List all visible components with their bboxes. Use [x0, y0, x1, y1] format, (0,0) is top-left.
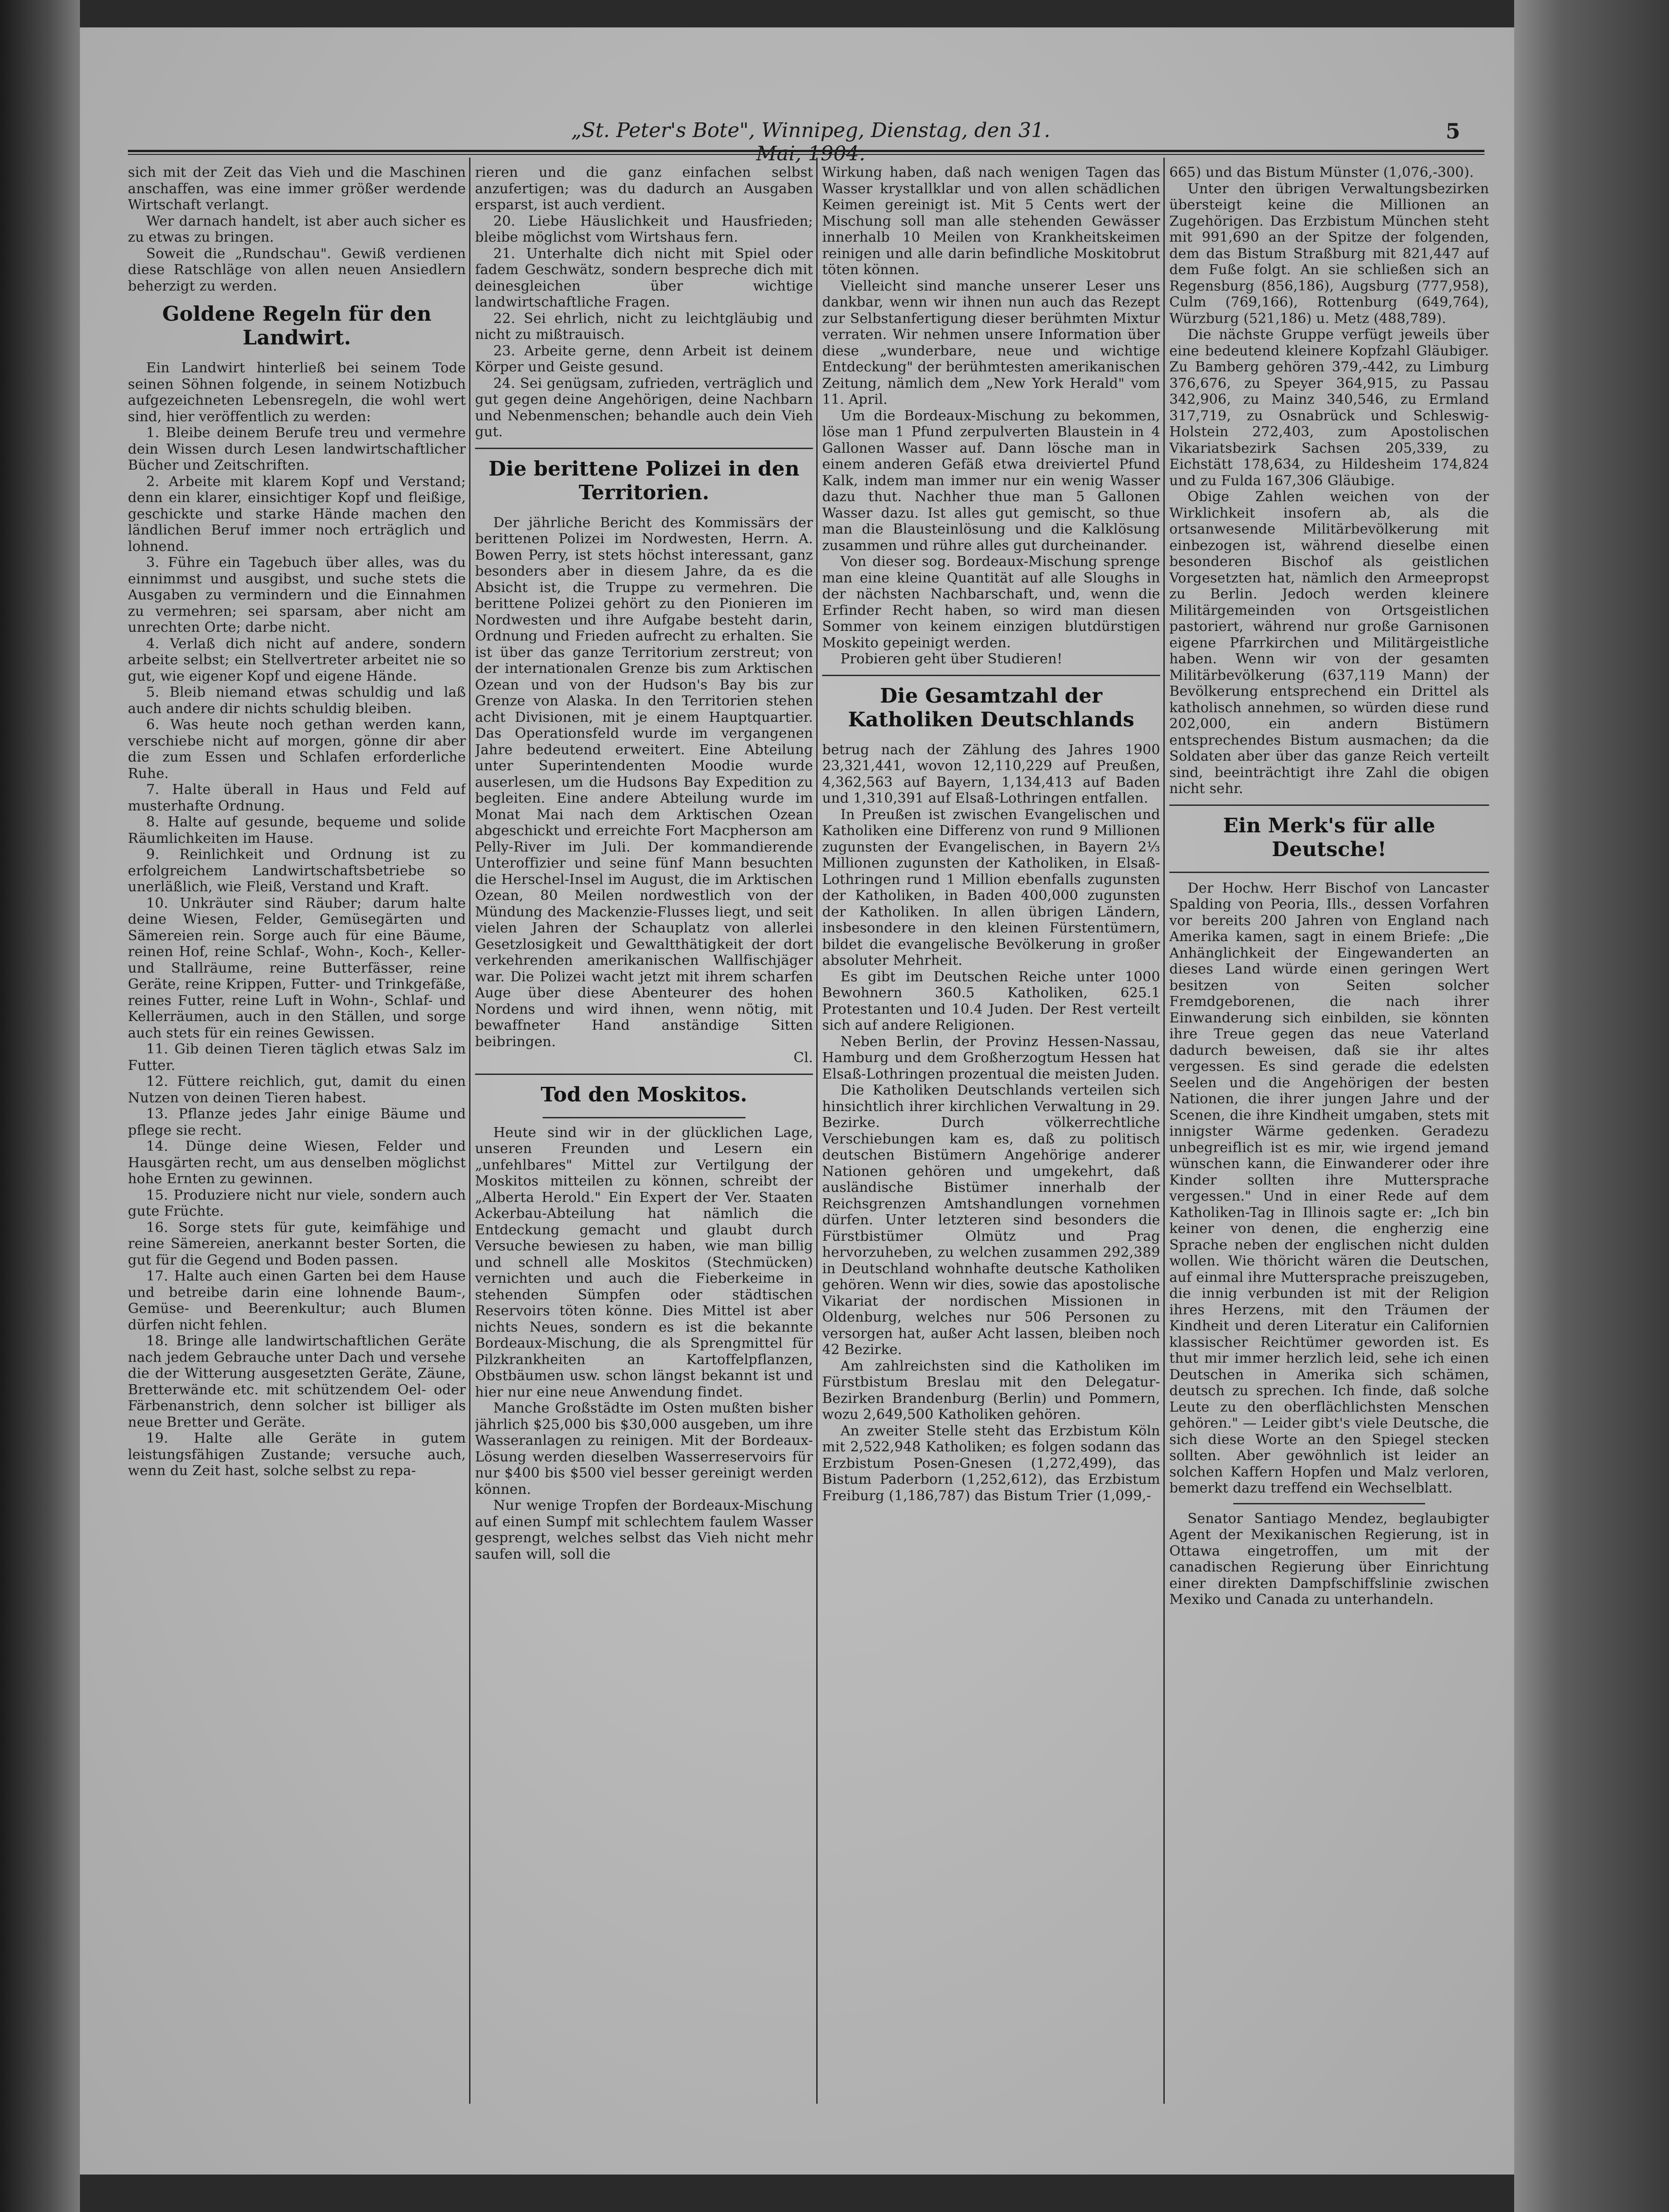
header-rule	[128, 150, 1484, 155]
paragraph: Um die Bordeaux-Mischung zu bekommen, löse man 1 Pfund zerpulverten Blaustein in 4 Gallonen Wasser auf. Dann lösche man in einem anderen Gefäß etwa dreiviertel Pfund Kalk, indem man immer nur ein wenig Wasser dazu thut. Nachher thue man 5 Gallonen Wasser dazu. Ist alles gut gemischt, so thue man die Blausteinlösung und die Kalklösung zusammen und rühre alles gut durcheinander.	[822, 407, 1160, 554]
paragraph: Von dieser sog. Bordeaux-Mischung sprenge man eine kleine Quantität auf alle Sloughs in der nächsten Nachbarschaft, und, wenn die Erfinder Recht haben, so wird man diesen Sommer von keinem einzigen blutdürstigen Moskito gepeinigt werden.	[822, 554, 1160, 651]
column-4	[1169, 164, 1489, 2101]
list-item: 23. Arbeite gerne, denn Arbeit ist deinem Körper und Geiste gesund.	[475, 343, 813, 375]
paragraph: Es gibt im Deutschen Reiche unter 1000 Bewohnern 360.5 Katholiken, 625.1 Protestanten und 10.4 Juden. Der Rest verteilt sich auf andere Religionen.	[822, 968, 1160, 1033]
paragraph: Neben Berlin, der Provinz Hessen-Nassau, Hamburg und dem Großherzogtum Hessen hat Elsaß-Lothringen prozentual die meisten Juden.	[822, 1033, 1160, 1082]
paragraph: sich mit der Zeit das Vieh und die Maschinen anschaffen, was eine immer größer werdende Wirtschaft verlangt.	[128, 164, 466, 213]
list-item: 3. Führe ein Tagebuch über alles, was du einnimmst und ausgibst, und suche stets die Ausgaben zu vermindern und die Einnahmen zu vermehren; sei sparsam, aber nicht am unrechten Orte; darbe nicht.	[128, 555, 466, 635]
list-item: 7. Halte überall in Haus und Feld auf musterhafte Ordnung.	[128, 782, 466, 814]
book-gutter-left	[0, 0, 80, 2212]
paragraph: Der Hochw. Herr Bischof von Lancaster Spalding von Peoria, Ills., dessen Vorfahren vor bereits 200 Jahren von England nach Amerika kamen, sagt in einem Briefe: „Die Anhänglichkeit der Eingewanderten an dieses Land würde einen geringen Wert besitzen von Seiten solcher Fremdgeborenen, die nach ihrer Einwanderung sich einbilden, sie könnten ihre Treue gegen das neue Vaterland dadurch beweisen, daß sie ihr altes vergessen. Es sind gerade die edelsten Seelen und die Angehörigen der besten Nationen, die ihrer jungen Jahre und der Scenen, die ihre Kindheit umgaben, stets mit innigster Wärme gedenken. Geradezu unbegreiflich ist es mir, wie irgend jemand wünschen kann, die Einwanderer oder ihre Kinder sollten ihre Muttersprache vergessen." Und in einer Rede auf dem Katholiken-Tag in Illinois sagte er: „Ich bin keiner von denen, die engherzig eine Sprache neben der englischen nicht dulden wollen. Wie thöricht wären die Deutschen, auf einmal ihre Muttersprache preiszugeben, die innig verbunden ist mit der Religion ihres Herzens, mit den Träumen der Kindheit und deren Literatur ein Californien klassischer Reichtümer geworden ist. Es thut mir immer herzlich leid, sehe ich einen Deutschen in Amerika sich schämen, deutsch zu sprechen. Ich finde, daß solche Leute zu den oberflächlichsten Menschen gehören." — Leider gibt's viele Deutsche, die sich diese Worte an den Spiegel stecken sollten. Aber gewöhnlich ist leider an solchen Kaffern Hopfen und Malz verloren, bemerkt dazu treffend ein Wechselblatt.	[1169, 880, 1489, 1496]
paragraph: Nur wenige Tropfen der Bordeaux-Mischung auf einen Sumpf mit schlechtem faulem Wasser gesprengt, welches selbst das Vieh nicht mehr saufen will, soll die	[475, 1498, 813, 1562]
list-item: 18. Bringe alle landwirtschaftlichen Geräte nach jedem Gebrauche unter Dach und versehe die der Witterung ausgesetzten Geräte, Zäune, Bretterwände etc. mit schützendem Oel- oder Färbenanstrich, denn solcher ist billiger als neue Bretter und Geräte.	[128, 1333, 466, 1430]
section-divider	[475, 448, 813, 449]
article-headline-goldene-regeln: Goldene Regeln für den Landwirt.	[162, 302, 432, 349]
list-item: 16. Sorge stets für gute, keimfähige und reine Sämereien, anerkannt bester Sorten, die gut für die Gegend und Boden passen.	[128, 1219, 466, 1268]
section-divider	[1169, 872, 1489, 873]
paragraph: Soweit die „Rundschau". Gewiß verdienen diese Ratschläge von allen neuen Ansiedlern beherzigt zu werden.	[128, 245, 466, 294]
column-1	[128, 164, 466, 2101]
list-item: 10. Unkräuter sind Räuber; darum halte deine Wiesen, Felder, Gemüsegärten und Sämereien rein. Sorge auch für eine Bäume, reinen Hof, reine Schlaf-, Wohn-, Koch-, Keller- und Stallräume, reine Butterfässer, reine Geräte, reine Krippen, Futter- und Trinkgefäße, reines Futter, reine Luft in Wohn-, Schlaf- und Kellerräumen, auch in den Ställen, und sorge auch stets für ein reines Gewissen.	[128, 895, 466, 1041]
paragraph: An zweiter Stelle steht das Erzbistum Köln mit 2,522,948 Katholiken; es folgen sodann das Erzbistum Posen-Gnesen (1,272,499), das Bistum Paderborn (1,252,612), das Erzbistum Freiburg (1,186,787) das Bistum Trier (1,099,-	[822, 1423, 1160, 1504]
article-signature: Cl.	[793, 1050, 813, 1066]
paragraph: Unter den übrigen Verwaltungsbezirken übersteigt keine die Millionen an Zugehörigen. Das Erzbistum München steht mit 991,690 an der Spitze der folgenden, dem das Bistum Straßburg mit 821,447 auf dem Fuße folgt. An sie schließen sich an Regensburg (856,186), Augsburg (777,958), Culm (769,166), Rottenburg (649,764), Würzburg (521,186) u. Metz (488,789).	[1169, 180, 1489, 327]
list-item: 13. Pflanze jedes Jahr einige Bäume und pflege sie recht.	[128, 1106, 466, 1138]
article-headline-merks: Ein Merk's für alle Deutsche!	[1223, 814, 1436, 861]
list-item: 2. Arbeite mit klarem Kopf und Verstand; denn ein klarer, einsichtiger Kopf und fleißige, geschickte und starke Hände machen den ländlichen Beruf immer noch erträglich und lohnend.	[128, 473, 466, 555]
list-item: 15. Produziere nicht nur viele, sondern auch gute Früchte.	[128, 1187, 466, 1219]
paragraph: In Preußen ist zwischen Evangelischen und Katholiken eine Differenz von rund 9 Millionen zugunsten der Evangelischen, in Bayern 2⅓ Millionen zugunsten der Katholiken, in Elsaß-Lothringen rund 1 Million ebenfalls zugunsten der Katholiken, in Baden 400,000 zugunsten der Katholiken. In allen übrigen Ländern, insbesondere in den kleinen Fürstentümern, bildet die evangelische Bevölkerung in großer absoluter Mehrheit.	[822, 806, 1160, 968]
page-number: 5	[1446, 119, 1461, 143]
paragraph: Wirkung haben, daß nach wenigen Tagen das Wasser krystallklar und von allen schädlichen Keimen gereinigt ist. Mit 5 Cents wert der Mischung soll man alle stehenden Gewässer innerhalb 10 Meilen von Krankheitskeimen reinigen und alle darin befindliche Moskitobrut töten können.	[822, 164, 1160, 278]
paragraph: betrug nach der Zählung des Jahres 1900 23,321,441, wovon 12,110,229 auf Preußen, 4,362,563 auf Bayern, 1,134,413 auf Baden und 1,310,391 auf Elsaß-Lothringen entfallen.	[822, 741, 1160, 806]
column-divider-2	[816, 158, 818, 2104]
list-item: 12. Füttere reichlich, gut, damit du einen Nutzen von deinen Tieren habest.	[128, 1074, 466, 1106]
paragraph: Wer darnach handelt, ist aber auch sicher es zu etwas zu bringen.	[128, 213, 466, 245]
paragraph: Vielleicht sind manche unserer Leser uns dankbar, wenn wir ihnen nun auch das Rezept zur Selbstanfertigung dieser berühmten Mixtur verraten. Wir nehmen unsere Information über diese „wunderbare, neue und wichtige Entdeckung" der berühmtesten amerikanischen Zeitung, nämlich dem „New York Herald" vom 11. April.	[822, 278, 1160, 407]
paragraph: Der jährliche Bericht des Kommissärs der berittenen Polizei im Nordwesten, Herrn. A. Bowen Perry, ist stets höchst interessant, ganz besonders aber in diesem Jahre, da es die Absicht ist, die Truppe zu vermehren. Die berittene Polizei gehört zu den Pionieren im Nordwesten und ihre Aufgabe besteht darin, Ordnung und Frieden aufrecht zu erhalten. Sie ist über das ganze Territorium zerstreut; von der internationalen Grenze bis zum Arktischen Ozean und von der Hudson's Bay bis zur Grenze von Alaska. In den Territorien stehen acht Divisionen, mit je einem Hauptquartier. Das Operationsfeld wurde im vergangenen Jahre bedeutend erweitert. Eine Abteilung unter Superintendenten Moodie wurde auserlesen, um die Hudsons Bay Expedition zu begleiten. Eine andere Abteilung wurde im Monat Mai nach dem Arktischen Ozean abgeschickt und erreichte Fort Macpherson am Pelly-River im Juli. Der kommandierende Unteroffizier und seine fünf Mann besuchten die Herschel-Insel im August, die im Arktischen Ozean, 80 Meilen nordwestlich von der Mündung des Mackenzie-Flusses liegt, und seit vielen Jahren der Schauplatz von allerlei Gesetzlosigkeit und Gewaltthätigkeit der dort verkehrenden amerikanischen Wallfischjäger war. Die Polizei wacht jetzt mit ihrem scharfen Auge über diese Abenteurer des hohen Nordens und wird ihnen, wenn nötig, mit bewaffneter Hand anständige Sitten beibringen.	[475, 514, 813, 1050]
book-edge-right	[1514, 0, 1669, 2212]
section-divider	[822, 675, 1160, 676]
section-divider	[1169, 804, 1489, 806]
paragraph: Senator Santiago Mendez, beglaubigter Agent der Mexikanischen Regierung, ist in Ottawa eingetroffen, um mit der canadischen Regierung über Einrichtung einer direkten Dampfschiffslinie zwischen Mexiko und Canada zu unterhandeln.	[1169, 1510, 1489, 1608]
paragraph: Manche Großstädte im Osten mußten bisher jährlich $25,000 bis $30,000 ausgeben, um ihre Wasseranlagen zu reinigen. Mit der Bordeaux-Lösung werden dieselben Wasserreservoirs für nur $400 bis $500 viel besser gereinigt werden können.	[475, 1400, 813, 1498]
list-item: 22. Sei ehrlich, nicht zu leichtgläubig und nicht zu mißtrauisch.	[475, 310, 813, 343]
paragraph: Heute sind wir in der glücklichen Lage, unseren Freunden und Lesern ein „unfehlbares" Mittel zur Vertilgung der Moskitos mitteilen zu können, schreibt der „Alberta Herold." Ein Expert der Ver. Staaten Ackerbau-Abteilung hat nämlich die Entdeckung gemacht und glaubt durch Versuche bewiesen zu haben, wie man billig und schnell alle Moskitos (Stechmücken) vernichten und auch die Fieberkeime in stehenden Sümpfen oder städtischen Reservoirs töten könne. Dies Mittel ist aber nichts Neues, sondern es ist die bekannte Bordeaux-Mischung, die als Sprengmittel für Pilzkrankheiten an Kartoffelpflanzen, Obstbäumen usw. schon längst bekannt ist und hier nur eine neue Anwendung findet.	[475, 1124, 813, 1400]
paragraph: 665) und das Bistum Münster (1,076,-300).	[1169, 164, 1474, 180]
section-divider	[1233, 1503, 1425, 1504]
list-item: 1. Bleibe deinem Berufe treu und vermehre dein Wissen durch Lesen landwirtschaftlicher Bücher und Zeitschriften.	[128, 425, 466, 473]
list-item: 8. Halte auf gesunde, bequeme und solide Räumlichkeiten im Hause.	[128, 814, 466, 847]
list-item: rieren und die ganz einfachen selbst anzufertigen; was du dadurch an Ausgaben ersparst, ist auch verdient.	[475, 164, 813, 213]
article-headline-polizei: Die berittene Polizei in den Territorien.	[488, 457, 800, 504]
paragraph: Die Katholiken Deutschlands verteilen sich hinsichtlich ihrer kirchlichen Verwaltung in 29. Bezirke. Durch völkerrechtliche Verschiebungen kam es, daß zu politisch deutschen Bistümern Angehörige anderer Nationen gehören und umgekehrt, daß ausländische Bistümer innerhalb der Reichsgrenzen Amtshandlungen vornehmen dürfen. Unter letzteren sind besonders die Fürstbistümer Olmütz und Prag hervorzuheben, zu welchen zusammen 292,389 in Deutschland wohnhafte deutsche Katholiken gehören. Wenn wir dies, sowie das apostolische Vikariat der nordischen Missionen in Oldenburg, welches nur 506 Personen zu versorgen hat, außer Acht lassen, bleiben noch 42 Bezirke.	[822, 1082, 1160, 1358]
list-item: 24. Sei genügsam, zufrieden, verträglich und gut gegen deine Angehörigen, deine Nachbarn und Nebenmenschen; behandle auch dein Vieh gut.	[475, 375, 813, 440]
list-item: 9. Reinlichkeit und Ordnung ist zu erfolgreichem Landwirtschaftsbetriebe so unerläßlich, wie Fleiß, Verstand und Kraft.	[128, 847, 466, 895]
list-item: 17. Halte auch einen Garten bei dem Hause und betreibe darin eine lohnende Baum-, Gemüse- und Beerenkultur; auch Blumen dürfen nicht fehlen.	[128, 1268, 466, 1333]
column-divider-3	[1163, 158, 1165, 2104]
newspaper-page	[80, 27, 1514, 2175]
list-item: 11. Gib deinen Tieren täglich etwas Salz im Futter.	[128, 1041, 466, 1074]
list-item: 21. Unterhalte dich nicht mit Spiel oder fadem Geschwätz, sondern bespreche dich mit deinesgleichen über wichtige landwirtschaftliche Fragen.	[475, 245, 813, 310]
page-header-title: „St. Peter's Bote", Winnipeg, Dienstag, den 31. Mai, 1904.	[571, 119, 1051, 165]
paragraph: Die nächste Gruppe verfügt jeweils über eine bedeutend kleinere Kopfzahl Gläubiger. Zu Bamberg gehören 379,-442, zu Limburg 376,676, zu Speyer 364,915, zu Passau 342,906, zu Mainz 340,546, zu Ermland 317,719, zu Osnabrück und Schleswig-Holstein 272,403, zum Apostolischen Vikariatsbezirk Sachsen 205,339, zu Eichstätt 178,634, zu Hildesheim 174,824 und zu Fulda 167,306 Gläubige.	[1169, 327, 1489, 489]
list-item: 6. Was heute noch gethan werden kann, verschiebe nicht auf morgen, gönne dir aber die zum Essen und Schlafen erforderliche Ruhe.	[128, 717, 466, 782]
paragraph: Obige Zahlen weichen von der Wirklichkeit insofern ab, als die ortsanwesende Militärbevölkerung mit einbezogen ist, während dieselbe einen besonderen Bischof als geistlichen Vorgesetzten hat, nämlich den Armeepropst zu Berlin. Jedoch werden kleinere Militärgemeinden von Ortsgeistlichen pastoriert, während nur große Garnisonen eigene Pfarrkirchen und Militärgeistliche haben. Wenn wir von der gesamten Militärbevölkerung (637,119 Mann) der Bevölkerung entsprechend ein Drittel als katholisch annehmen, so würden diese rund 202,000, ein andern Bistümern entsprechendes Bistum ausmachen; da die Soldaten aber über das ganze Reich verteilt sind, beeinträchtigt ihre Zahl die obigen nicht sehr.	[1169, 489, 1489, 797]
paragraph: Am zahlreichsten sind die Katholiken im Fürstbistum Breslau mit den Delegatur-Bezirken Brandenburg (Berlin) und Pommern, wozu 2,649,500 Katholiken gehören.	[822, 1358, 1160, 1423]
paragraph: Probieren geht über Studieren!	[840, 651, 1063, 667]
paragraph: Ein Landwirt hinterließ bei seinem Tode seinen Söhnen folgende, in seinem Notizbuch aufgezeichneten Lebensregeln, die wohl wert sind, hier veröffentlich zu werden:	[128, 360, 466, 425]
column-2	[475, 164, 813, 2101]
list-item: 5. Bleib niemand etwas schuldig und laß auch andere dir nichts schuldig bleiben.	[128, 684, 466, 717]
article-headline-moskitos: Tod den Moskitos.	[540, 1083, 748, 1106]
column-divider-1	[469, 158, 470, 2104]
list-item: 4. Verlaß dich nicht auf andere, sondern arbeite selbst; ein Stellvertreter arbeitet nie so gut, wie eigener Kopf und eigene Hände.	[128, 635, 466, 684]
article-headline-katholiken: Die Gesamtzahl der Katholiken Deutschlands	[848, 684, 1135, 731]
headline-underline	[543, 1117, 745, 1118]
list-item: 20. Liebe Häuslichkeit und Hausfrieden; bleibe möglichst vom Wirtshaus fern.	[475, 213, 813, 245]
list-item: 14. Dünge deine Wiesen, Felder und Hausgärten recht, um aus denselben möglichst hohe Ernten zu gewinnen.	[128, 1138, 466, 1187]
section-divider	[475, 1074, 813, 1075]
column-3	[822, 164, 1160, 2101]
list-item: 19. Halte alle Geräte in gutem leistungsfähigen Zustande; versuche auch, wenn du Zeit hast, solche selbst zu repa-	[128, 1430, 466, 1479]
